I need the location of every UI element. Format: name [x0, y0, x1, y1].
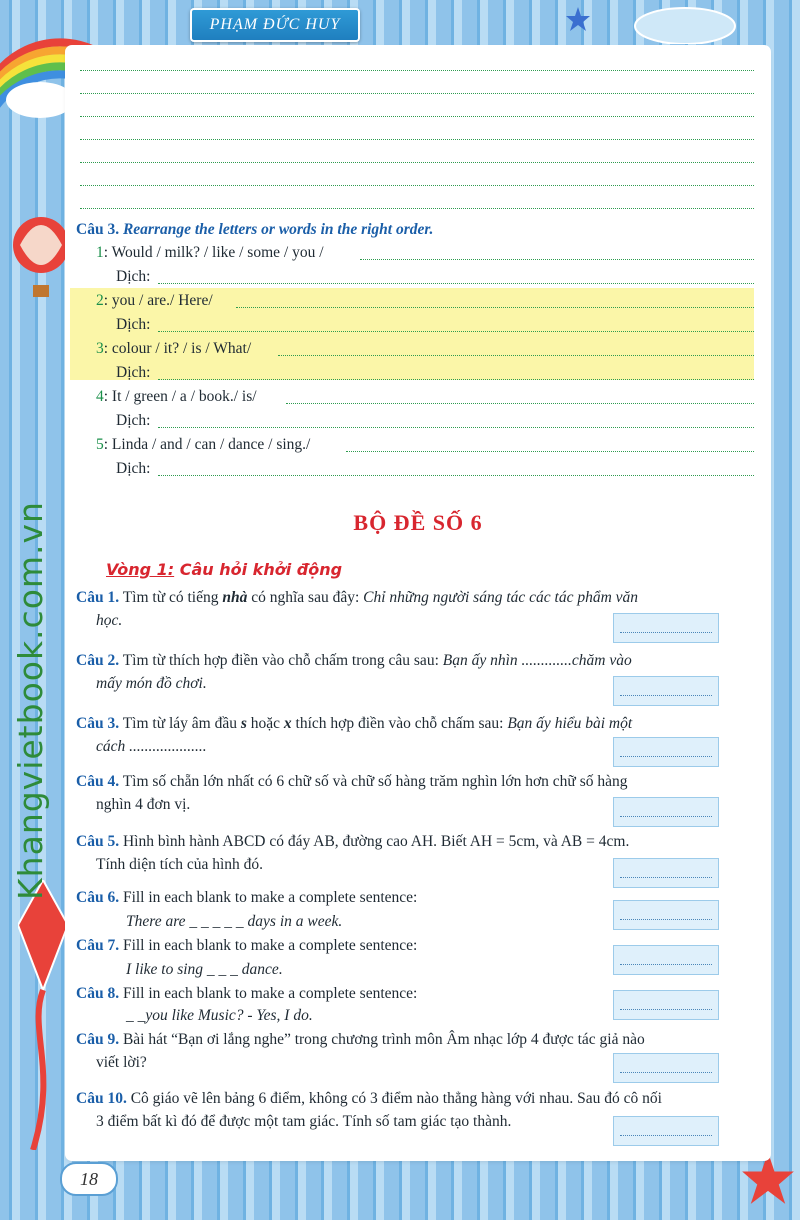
question-7-cont: I like to sing _ _ _ dance.	[126, 961, 283, 978]
answer-line	[80, 162, 754, 163]
question-3: Câu 3. Tìm từ láy âm đầu s hoặc x thích hợp điền vào chỗ chấm sau: Bạn ấy hiểu bài một	[76, 715, 633, 732]
translate-label: Dịch:	[116, 268, 151, 285]
rearrange-item: 2: you / are./ Here/	[96, 292, 213, 309]
rearrange-item: 4: It / green / a / book./ is/	[96, 388, 257, 405]
translate-label: Dịch:	[116, 460, 151, 477]
answer-line	[236, 307, 754, 308]
exercise-heading: Câu 3. Rearrange the letters or words in the right order.	[76, 221, 434, 238]
translate-label: Dịch:	[116, 316, 151, 333]
rearrange-item: 3: colour / it? / is / What/	[96, 340, 252, 357]
question-7: Câu 7. Fill in each blank to make a complete sentence:	[76, 937, 418, 954]
answer-line	[360, 259, 754, 260]
answer-box[interactable]	[613, 945, 719, 975]
hot-air-balloon-decoration	[10, 215, 72, 311]
answer-line	[80, 185, 754, 186]
question-10-cont: 3 điểm bất kì đó để được một tam giác. Tính số tam giác tạo thành.	[96, 1113, 512, 1130]
question-8: Câu 8. Fill in each blank to make a complete sentence:	[76, 985, 418, 1002]
answer-line	[80, 139, 754, 140]
star-decoration	[565, 6, 591, 32]
answer-box[interactable]	[613, 613, 719, 643]
translate-label: Dịch:	[116, 364, 151, 381]
answer-line	[80, 93, 754, 94]
question-2: Câu 2. Tìm từ thích hợp điền vào chỗ chấm trong câu sau: Bạn ấy nhìn .............chăm vào	[76, 652, 632, 669]
section-title: BỘ ĐỀ SỐ 6	[353, 510, 483, 535]
question-5-cont: Tính diện tích của hình đó.	[96, 856, 264, 873]
question-2-cont: mấy món đồ chơi.	[96, 675, 207, 692]
question-6: Câu 6. Fill in each blank to make a complete sentence:	[76, 889, 418, 906]
kite-decoration	[18, 880, 68, 1150]
answer-line	[158, 331, 754, 332]
answer-box[interactable]	[613, 676, 719, 706]
question-6-cont: There are _ _ _ _ _ days in a week.	[126, 913, 343, 930]
answer-line	[158, 379, 754, 380]
author-banner: PHẠM ĐỨC HUY	[190, 8, 360, 42]
answer-box[interactable]	[613, 797, 719, 827]
question-8-cont: _ _you like Music? - Yes, I do.	[126, 1007, 313, 1024]
question-4: Câu 4. Tìm số chẵn lớn nhất có 6 chữ số và chữ số hàng trăm nghìn lớn hơn chữ số hàng	[76, 773, 628, 790]
answer-line	[278, 355, 754, 356]
answer-box[interactable]	[613, 858, 719, 888]
answer-box[interactable]	[613, 1053, 719, 1083]
answer-line	[80, 70, 754, 71]
answer-line	[80, 116, 754, 117]
question-10: Câu 10. Cô giáo vẽ lên bảng 6 điểm, không có 3 điểm nào thẳng hàng với nhau. Sau đó cô nối	[76, 1090, 662, 1107]
question-9-cont: viết lời?	[96, 1054, 147, 1071]
answer-line	[80, 208, 754, 209]
answer-box[interactable]	[613, 900, 719, 930]
answer-line	[286, 403, 754, 404]
question-9: Câu 9. Bài hát “Bạn ơi lắng nghe” trong chương trình môn Âm nhạc lớp 4 được tác giả nào	[76, 1031, 645, 1048]
answer-box[interactable]	[613, 1116, 719, 1146]
page-number: 18	[60, 1162, 118, 1196]
cloud-decoration	[630, 0, 740, 44]
answer-line	[346, 451, 754, 452]
answer-line	[158, 475, 754, 476]
rearrange-item: 5: Linda / and / can / dance / sing./	[96, 436, 311, 453]
question-1-cont: học.	[96, 612, 123, 629]
question-1: Câu 1. Tìm từ có tiếng nhà có nghĩa sau đây: Chỉ những người sáng tác các tác phẩm văn	[76, 589, 639, 606]
answer-line	[158, 427, 754, 428]
question-4-cont: nghìn 4 đơn vị.	[96, 796, 191, 813]
star-decoration	[740, 1150, 796, 1206]
answer-line	[158, 283, 754, 284]
translate-label: Dịch:	[116, 412, 151, 429]
page-content	[68, 48, 768, 1158]
rearrange-item: 1: Would / milk? / like / some / you /	[96, 244, 324, 261]
answer-box[interactable]	[613, 737, 719, 767]
answer-box[interactable]	[613, 990, 719, 1020]
question-5: Câu 5. Hình bình hành ABCD có đáy AB, đường cao AH. Biết AH = 5cm, và AB = 4cm.	[76, 833, 630, 850]
watermark: Khangvietbook.com.vn	[10, 500, 50, 900]
round-title: Vòng 1: Câu hỏi khởi động	[106, 560, 343, 579]
question-3-cont: cách ....................	[96, 738, 207, 755]
